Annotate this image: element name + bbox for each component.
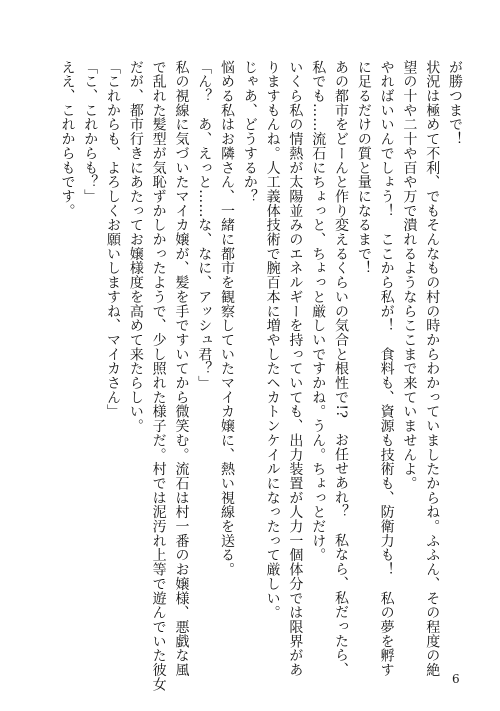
- text-line: りますもんね。人工義体技術で腕百本に増やしたヘカトンケイルになったって厳しい。: [264, 60, 281, 620]
- vertical-text-body: [56, 60, 466, 692]
- text-line: 私でも……流石にちょっと、ちょっと厳しいですかね。うん。ちょっとだけ。: [310, 60, 327, 563]
- text-line: 「これからも、よろしくお願いしますね、マイカさん」: [105, 60, 122, 419]
- text-line: 私の視線に気づいたマイカ嬢が、髪を手ですいてから微笑む。流石は村一番のお嬢様、悪戯な風: [173, 60, 190, 678]
- page-number: 6: [452, 672, 460, 686]
- text-line: 「ん？ あ、えっと……な、なに、アッシュ君？」: [196, 60, 213, 391]
- text-line: やればいいんでしょう！ ここから私が！ 食料も、資源も技術も、防衛力も！ 私の夢を孵す: [378, 60, 395, 678]
- text-line: 「こ、これからも？」: [82, 60, 99, 204]
- text-line: で乱れた髪型が気恥ずかしかったようで、少し照れた様子だ。村では泥汚れ上等で遊んでいた彼女: [150, 60, 167, 692]
- text-line: 望の十や二十や百や万で潰れるようならここまで来ていませんよ。: [401, 60, 418, 491]
- text-line: じゃあ、どうするか？: [241, 60, 258, 204]
- text-line: ええ、これからもです。: [59, 60, 76, 218]
- text-line: 状況は極めて不利、でもそんなもの村の時からわかっていましたからね。ふふん、その程度の絶: [424, 60, 441, 678]
- text-line: だが、都市行きにあたってお嬢様度を高めて来たらしい。: [127, 60, 144, 434]
- text-line: あの都市をどーんと作り変えるくらいの気合と根性で!? お任せあれ？ 私なら、私だったら、: [333, 60, 350, 677]
- text-line: が勝つまで！: [447, 60, 463, 147]
- text-line: に足るだけの質と量になるまで！: [355, 60, 372, 276]
- text-line: 悩める私はお隣さん、一緒に都市を観察していたマイカ嬢に、熱い視線を送る。: [219, 60, 236, 577]
- text-line: いくら私の情熱が太陽並みのエネルギーを持っていても、出力装置が人力一個体分では限界があ: [287, 60, 304, 678]
